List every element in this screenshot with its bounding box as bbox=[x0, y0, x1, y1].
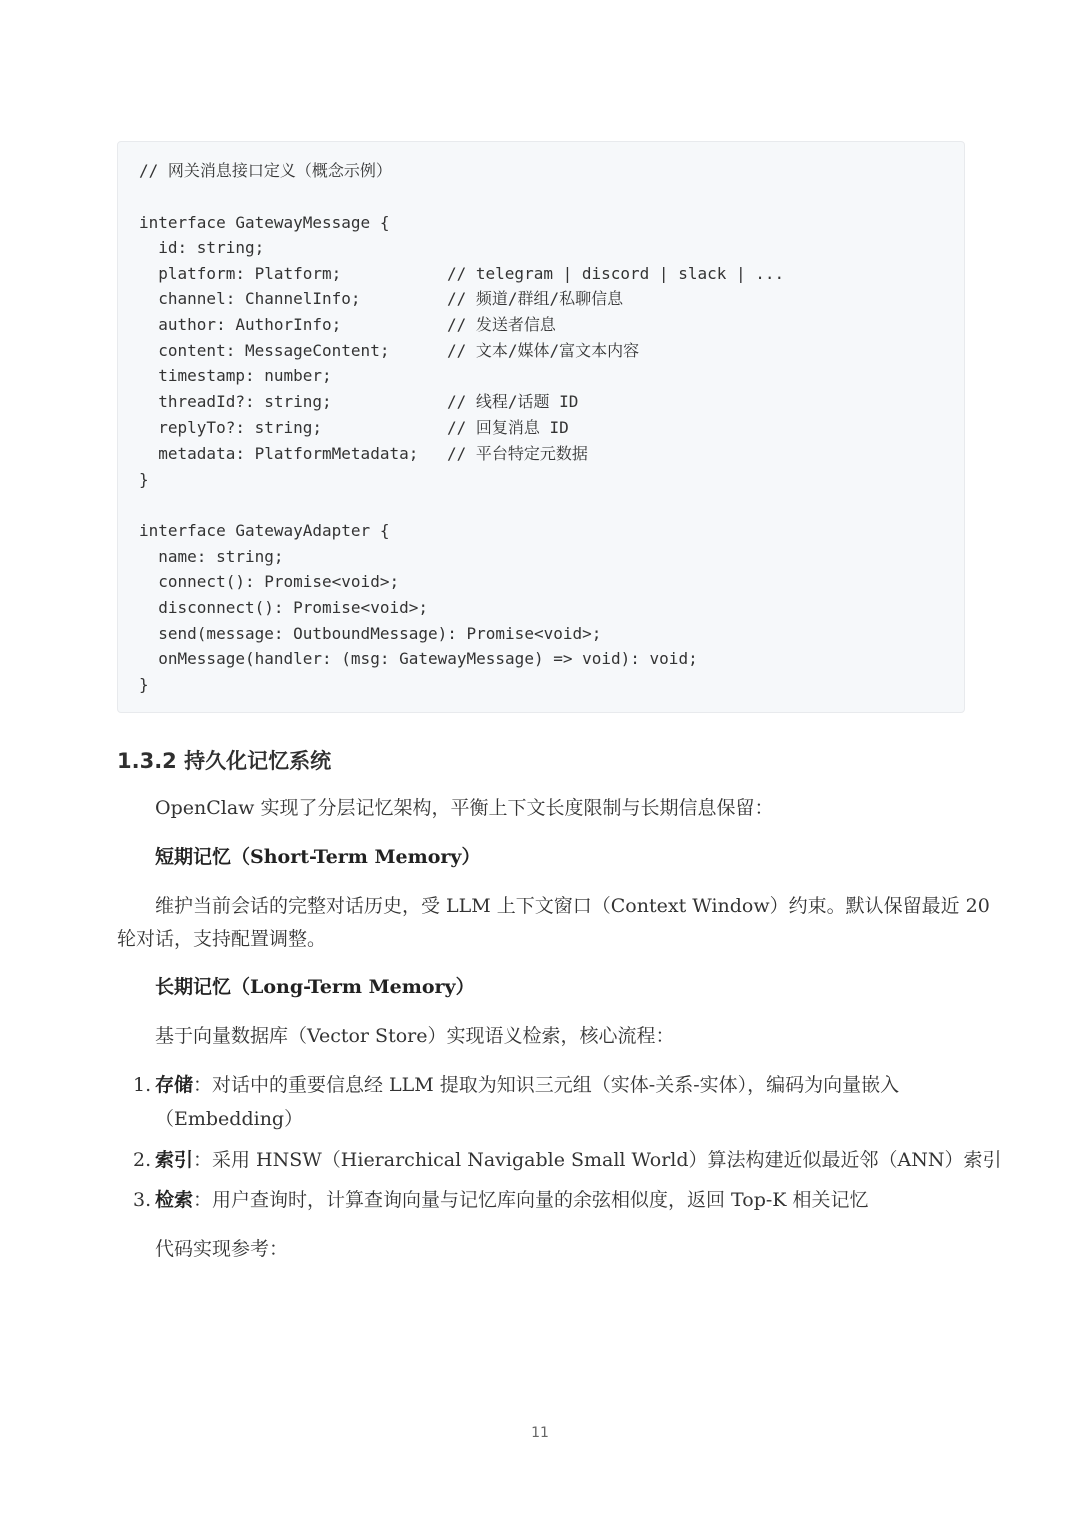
list-item-text: ：对话中的重要信息经 LLM 提取为知识三元组（实体-关系-实体），编码为向量嵌入 bbox=[193, 1074, 900, 1096]
code-line: metadata: PlatformMetadata; bbox=[139, 444, 419, 463]
list-number: 2. bbox=[133, 1149, 152, 1171]
code-line: name: string; bbox=[139, 547, 284, 566]
code-line: interface GatewayMessage { bbox=[139, 213, 390, 232]
code-line: author: AuthorInfo; bbox=[139, 315, 342, 334]
code-line: interface GatewayAdapter { bbox=[139, 521, 390, 540]
code-line: send(message: OutboundMessage): Promise<void>; bbox=[139, 624, 602, 643]
code-comment: // 回复消息 ID bbox=[447, 418, 569, 437]
list-item bbox=[155, 1068, 899, 1102]
code-comment: // telegram | discord | slack | ... bbox=[447, 264, 785, 283]
list-item-text: ：采用 HNSW（Hierarchical Navigable Small World）算法构建近似最近邻（ANN）索引 bbox=[193, 1149, 1002, 1171]
long-term-text: 基于向量数据库（Vector Store）实现语义检索，核心流程： bbox=[155, 1025, 675, 1047]
list-number: 1. bbox=[133, 1074, 152, 1096]
code-block bbox=[117, 141, 965, 713]
code-comment: // 发送者信息 bbox=[447, 315, 556, 334]
code-line: content: MessageContent; bbox=[139, 341, 390, 360]
list-item bbox=[155, 1183, 869, 1217]
list-item-term: 检索 bbox=[155, 1189, 194, 1211]
code-line: // 网关消息接口定义（概念示例） bbox=[139, 161, 392, 180]
list-item-term: 索引 bbox=[155, 1149, 194, 1171]
code-line: disconnect(): Promise<void>; bbox=[139, 598, 428, 617]
page-number: 11 bbox=[531, 1425, 549, 1441]
code-line: connect(): Promise<void>; bbox=[139, 572, 400, 591]
code-line: id: string; bbox=[139, 238, 265, 257]
code-reference: 代码实现参考： bbox=[155, 1238, 289, 1260]
list-item-text: ：用户查询时，计算查询向量与记忆库向量的余弦相似度，返回 Top-K 相关记忆 bbox=[193, 1189, 869, 1211]
list-item bbox=[155, 1143, 1002, 1177]
code-line: threadId?: string; bbox=[139, 392, 332, 411]
long-term-title: 长期记忆（Long-Term Memory） bbox=[155, 976, 475, 998]
code-line: replyTo?: string; bbox=[139, 418, 323, 437]
code-comment: // 线程/话题 ID bbox=[447, 392, 579, 411]
list-item-cont: （Embedding） bbox=[155, 1108, 304, 1130]
list-item-term: 存储 bbox=[155, 1074, 194, 1096]
code-line: platform: Platform; bbox=[139, 264, 342, 283]
list-number: 3. bbox=[133, 1189, 152, 1211]
code-line: } bbox=[139, 470, 149, 489]
code-line: onMessage(handler: (msg: GatewayMessage) => void): void; bbox=[139, 649, 698, 668]
code-comment: // 平台特定元数据 bbox=[447, 444, 588, 463]
section-heading: 1.3.2 持久化记忆系统 bbox=[117, 749, 332, 773]
intro-paragraph: OpenClaw 实现了分层记忆架构，平衡上下文长度限制与长期信息保留： bbox=[155, 797, 774, 819]
code-line: channel: ChannelInfo; bbox=[139, 289, 361, 308]
code-comment: // 频道/群组/私聊信息 bbox=[447, 289, 624, 308]
short-term-text-cont: 轮对话，支持配置调整。 bbox=[117, 928, 327, 950]
short-term-title: 短期记忆（Short-Term Memory） bbox=[155, 846, 481, 868]
short-term-text: 维护当前会话的完整对话历史，受 LLM 上下文窗口（Context Window）约束。默认保留最近 20 bbox=[155, 895, 990, 917]
code-comment: // 文本/媒体/富文本内容 bbox=[447, 341, 640, 360]
code-line: timestamp: number; bbox=[139, 366, 332, 385]
code-line: } bbox=[139, 675, 149, 694]
